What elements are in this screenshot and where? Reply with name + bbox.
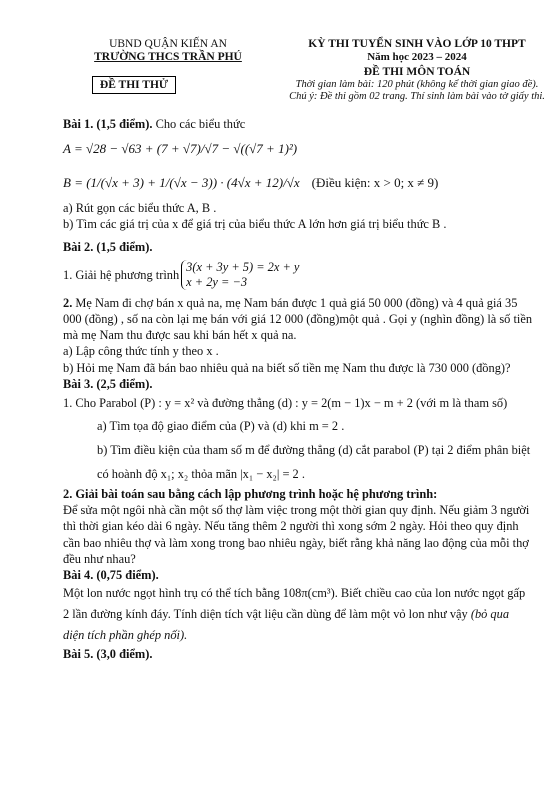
system-eq-1: 3(x + 3y + 5) = 2x + y [186, 259, 300, 274]
expr-a: A = √28 − √63 + (7 + √7)/√7 − √((√7 + 1)²) [63, 141, 298, 157]
exam-title: KỲ THI TUYỂN SINH VÀO LỚP 10 THPT [308, 38, 526, 50]
notice: Chú ý: Đề thi gồm 02 trang. Thí sinh làm bài vào tờ giấy thi. [289, 91, 545, 102]
b2-2a: a) Lập công thức tính y theo x . [63, 344, 219, 359]
b2-2-text: Mẹ Nam đi chợ bán x quả na, mẹ Nam bán được 1 quả giá 50 000 (đồng) và 4 quả giá 35 000 (đồng) , số na còn lại mẹ bán với giá 12 000 (đồng)một quả . Gọi y (nghìn đồng) là số tiền mà mẹ Nam thu được sau khi bán hết x quả na. [63, 295, 533, 343]
subject-title: ĐỀ THI MÔN TOÁN [363, 66, 471, 78]
equation-system [181, 260, 299, 290]
b4-title: Bài 4. (0,75 điểm). [63, 568, 159, 583]
b1-part-a: a) Rút gọn các biểu thức A, B . [63, 201, 217, 216]
b3-title: Bài 3. (2,5 điểm). [63, 376, 153, 391]
b3-1b: b) Tìm điều kiện của tham số m để đường thẳng (d) cắt parabol (P) tại 2 điểm phân biệt có hoành độ x₁; x₂ thỏa mãn |x₁ − x₂| = 2 . [97, 443, 531, 482]
header-right [282, 38, 552, 103]
school-year: Năm học 2023 – 2024 [367, 51, 467, 63]
b2-title: Bài 2. (1,5 điểm). [63, 239, 153, 254]
b2-1-label: 1. Giải hệ phương trình [63, 267, 180, 282]
b4-note: (bỏ qua diện tích phần ghép nối). [63, 607, 510, 643]
b3-2-text: Để sửa một ngôi nhà cần một số thợ làm việc trong một thời gian quy định. Nếu giảm 3 người thì thời gian kéo dài 6 ngày. Nếu tăng thêm 2 người thì xong sớm 2 ngày. Hỏi theo quy định cần bao nhiêu thợ và làm xong trong bao nhiêu ngày, biết rằng khả năng lao động của mỗi thợ đều như nhau? [63, 503, 530, 566]
b1-title: Bài 1. (1,5 điểm). [63, 117, 153, 131]
b2-1-row [63, 255, 533, 295]
condition: (Điều kiện: x > 0; x ≠ 9) [311, 175, 439, 191]
expr-b: B = (1/(√x + 3) + 1/(√x − 3)) · (4√x + 12)/√x [63, 175, 300, 191]
b1-intro: Cho các biểu thức [152, 117, 246, 131]
b4-text: Một lon nước ngọt hình trụ có thể tích bằng 108π(cm³). Biết chiều cao của lon nước ngọt gấp 2 lần đường kính đáy. Tính diện tích vật liệu cần dùng để làm một vỏ lon như vậy [63, 586, 526, 622]
b3-1: 1. Cho Parabol (P) : y = x² và đường thẳng (d) : y = 2(m − 1)x − m + 2 (với m là tham số) [63, 396, 508, 411]
trial-exam-stamp: ĐỀ THI THỬ [92, 76, 176, 94]
b5-title: Bài 5. (3,0 điểm). [63, 647, 153, 662]
system-eq-2: x + 2y = −3 [186, 274, 248, 289]
b3-1a: a) Tìm tọa độ giao điểm của (P) và (d) khi m = 2 . [97, 419, 345, 434]
school-name: TRƯỜNG THCS TRẦN PHÚ [94, 51, 242, 63]
exam-body [63, 116, 533, 662]
b2-2-num: 2. [63, 295, 73, 310]
b1-part-b: b) Tìm các giá trị của x để giá trị của biểu thức A lớn hơn giá trị biểu thức B . [63, 217, 447, 232]
time-note: Thời gian làm bài: 120 phút (không kể thời gian giao đề). [295, 79, 539, 90]
district-name: UBND QUẬN KIẾN AN [109, 38, 227, 50]
b2-2b: b) Hỏi mẹ Nam đã bán bao nhiêu quả na biết số tiền mẹ Nam thu được là 730 000 (đồng)? [63, 360, 511, 375]
b3-2-title: 2. Giải bài toán sau bằng cách lập phương trình hoặc hệ phương trình: [63, 487, 438, 502]
expr-b-row [63, 166, 533, 200]
header-left [78, 38, 258, 64]
